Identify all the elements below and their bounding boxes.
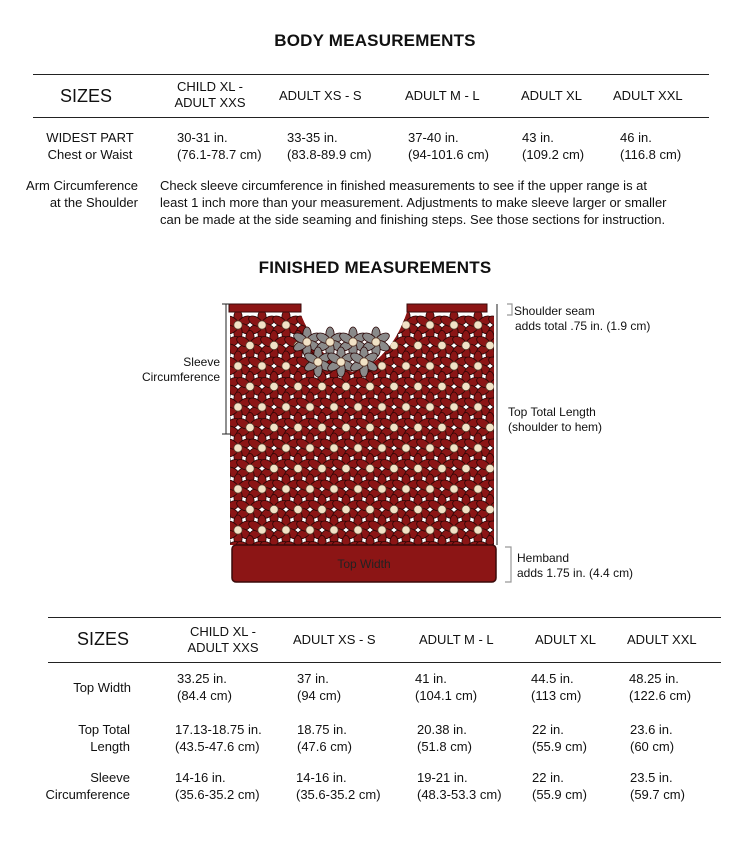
row-label-widest: WIDEST PART Chest or Waist: [46, 130, 134, 162]
row-label-top-total-length: Top Total Length: [78, 722, 130, 754]
shoulder-seam-left: [229, 304, 301, 312]
widest-value: 37-40 in. (94-101.6 cm): [408, 130, 489, 162]
row-label-top-width: Top Width: [73, 680, 131, 695]
motif: [499, 454, 529, 484]
sizes-header: SIZES: [60, 86, 113, 106]
top-length-value: 22 in. (55.9 cm): [532, 722, 587, 754]
top-length-value: 23.6 in. (60 cm): [630, 722, 675, 754]
sizes-header: SIZES: [77, 629, 130, 649]
column-header: ADULT M - L: [405, 88, 480, 103]
motif: [511, 433, 541, 463]
top-width-value: 33.25 in. (84.4 cm): [177, 671, 232, 703]
sleeve-value: 14-16 in. (35.6-35.2 cm): [175, 770, 260, 802]
label-hemband: Hemband adds 1.75 in. (4.4 cm): [517, 551, 634, 580]
row-label-sleeve-circumference: Sleeve Circumference: [45, 770, 130, 802]
motif: [523, 495, 553, 525]
motif: [511, 351, 541, 381]
motif: [499, 372, 529, 402]
column-header: ADULT XL: [521, 88, 582, 103]
sleeve-value: 14-16 in. (35.6-35.2 cm): [296, 770, 381, 802]
top-width-value: 44.5 in. (113 cm): [531, 671, 582, 703]
motif: [523, 372, 553, 402]
top-length-value: 18.75 in. (47.6 cm): [297, 722, 352, 754]
top-width-value: 48.25 in. (122.6 cm): [629, 671, 692, 703]
widest-value: 33-35 in. (83.8-89.9 cm): [287, 130, 372, 162]
column-header: ADULT XXL: [627, 632, 697, 647]
arm-note: Check sleeve circumference in finished measurements to see if the upper range is at least 1 inch more than your measurement. Adjustments to make sleeve larger or smaller can be made at the side seaming and finishing steps. See those sections for instruction.: [160, 178, 667, 227]
sleeve-value: 19-21 in. (48.3-53.3 cm): [417, 770, 502, 802]
motif: [523, 454, 553, 484]
label-sleeve-circumference: Sleeve Circumference: [141, 355, 220, 384]
row-label-arm: Arm Circumference at the Shoulder: [26, 178, 138, 210]
motif: [199, 392, 229, 422]
divider: [48, 617, 721, 618]
top-width-value: 41 in. (104.1 cm): [415, 671, 478, 703]
motif: [523, 331, 553, 361]
column-header: ADULT XS - S: [293, 632, 376, 647]
label-shoulder-seam: Shoulder seam adds total .75 in. (1.9 cm): [514, 304, 651, 333]
motif: [199, 433, 229, 463]
top-length-value: 17.13-18.75 in. (43.5-47.6 cm): [175, 722, 262, 754]
motif: [199, 474, 229, 504]
motif: [499, 331, 529, 361]
motif: [199, 310, 229, 340]
column-header: CHILD XL - ADULT XXS: [187, 624, 259, 655]
motif: [511, 474, 541, 504]
finished-measurements-title: FINISHED MEASUREMENTS: [258, 258, 492, 277]
column-header: ADULT M - L: [419, 632, 494, 647]
divider: [48, 662, 721, 663]
motif: [199, 515, 229, 545]
widest-value: 43 in. (109.2 cm): [522, 130, 585, 162]
shoulder-seam-right: [407, 304, 487, 312]
top-length-value: 20.38 in. (51.8 cm): [417, 722, 472, 754]
sleeve-value: 23.5 in. (59.7 cm): [630, 770, 685, 802]
column-header: ADULT XL: [535, 632, 596, 647]
widest-value: 46 in. (116.8 cm): [620, 130, 682, 162]
widest-value: 30-31 in. (76.1-78.7 cm): [177, 130, 262, 162]
label-top-width: Top Width: [337, 557, 391, 571]
motif: [499, 495, 529, 525]
column-header: ADULT XS - S: [279, 88, 362, 103]
label-top-total-length: Top Total Length (shoulder to hem): [508, 405, 603, 434]
motif: [511, 515, 541, 545]
top-width-value: 37 in. (94 cm): [297, 671, 342, 703]
column-header: ADULT XXL: [613, 88, 683, 103]
sleeve-value: 22 in. (55.9 cm): [532, 770, 587, 802]
body-measurements-title: BODY MEASUREMENTS: [274, 31, 476, 50]
column-header: CHILD XL - ADULT XXS: [174, 79, 246, 110]
